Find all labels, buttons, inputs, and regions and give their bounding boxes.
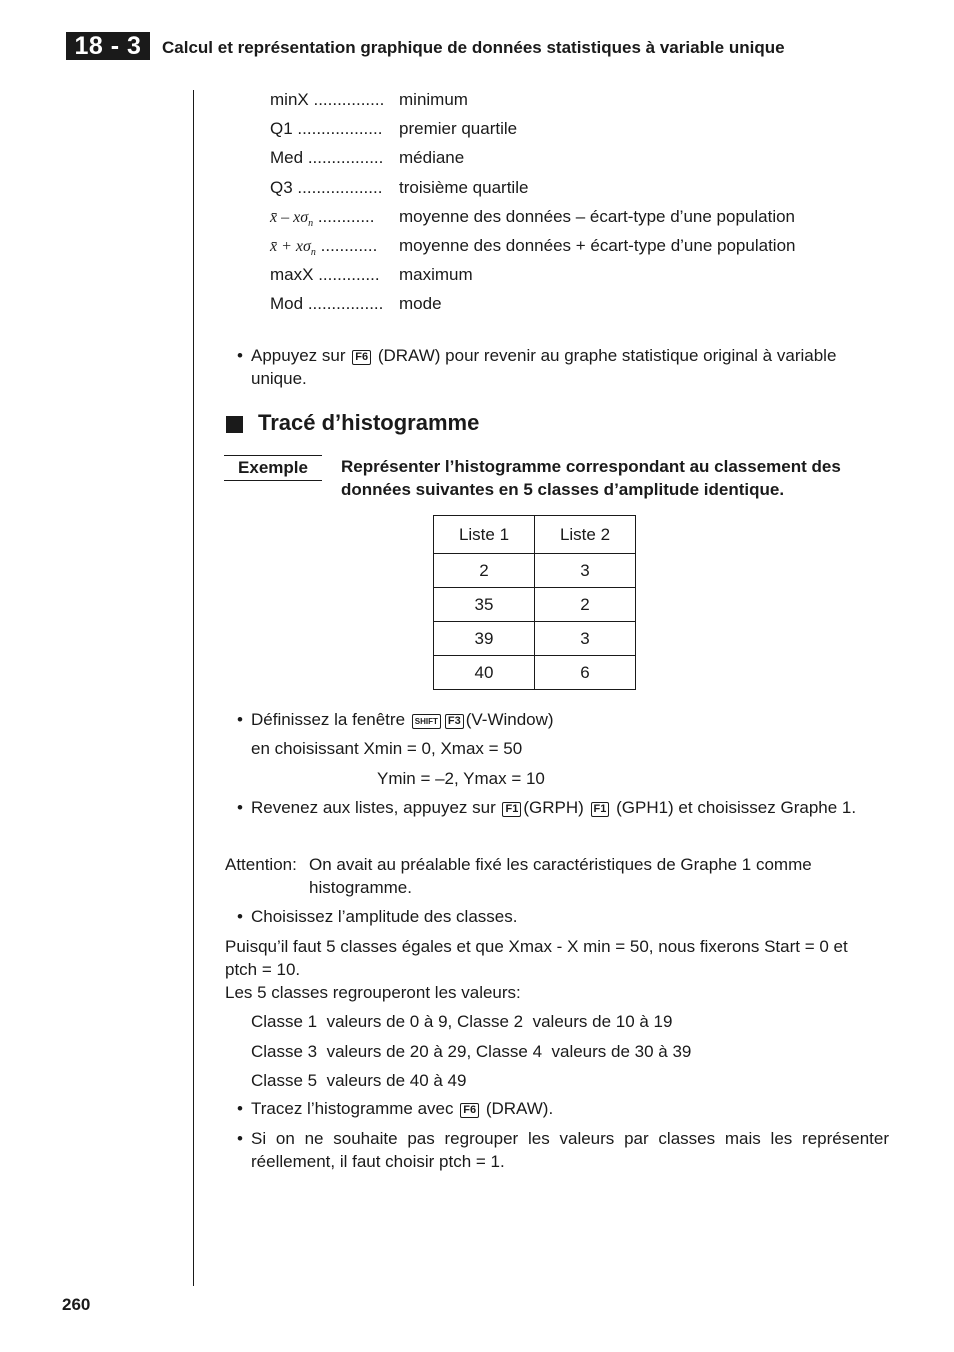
shift-key-icon: SHIFT — [412, 714, 441, 729]
definition-term: Med — [270, 148, 304, 167]
bullet-trace: • Tracez l’histogramme avec F6 (DRAW). — [237, 1099, 554, 1118]
definition-term: x̄ – $x\sigma_n$ — [270, 209, 314, 230]
table-header-row — [434, 516, 636, 554]
f6-key-icon: F6 — [352, 350, 371, 365]
table-cell: 6 — [535, 656, 636, 690]
definition-dots: .................. — [297, 119, 383, 138]
table-row — [434, 656, 636, 690]
definition-term: Q1 — [270, 119, 293, 138]
definition-dots: ............. — [318, 265, 380, 284]
definition-row — [270, 235, 796, 259]
definition-term: Mod — [270, 294, 304, 313]
table-row — [434, 622, 636, 656]
definition-value: maximum — [399, 265, 473, 284]
table-header: Liste 1 — [434, 516, 535, 554]
bullet-marker: • — [237, 1099, 243, 1118]
bullet-ptch: • Si on ne souhaite pas regrouper les valeurs par classes mais les représenter réellement, il faut choisir ptch = 1. — [237, 1129, 889, 1171]
definition-dots: ............... — [313, 90, 385, 109]
margin-rule — [193, 90, 194, 1286]
table-cell: 2 — [434, 554, 535, 588]
definition-row — [270, 264, 473, 286]
f1-key-icon: F1 — [591, 802, 610, 817]
page-number: 260 — [62, 1295, 91, 1314]
definition-term: x̄ + $x\sigma_n$ — [270, 238, 316, 259]
bullet-amplitude: • Choisissez l’amplitude des classes. — [237, 907, 518, 926]
definition-term: maxX — [270, 265, 314, 284]
definition-dots: ................ — [307, 148, 384, 167]
definition-row — [270, 89, 468, 111]
bullet-marker: • — [237, 710, 243, 729]
chapter-title: Calcul et représentation graphique de données statistiques à variable unique — [162, 38, 785, 57]
definition-row — [270, 177, 529, 199]
table-cell: 3 — [535, 554, 636, 588]
attention-text: histogramme. — [309, 878, 412, 897]
f6-key-icon: F6 — [460, 1103, 479, 1118]
bullet-draw: • Appuyez sur F6 (DRAW) pour revenir au graphe statistique original à variable unique. — [237, 346, 837, 388]
table-row — [434, 588, 636, 622]
definition-value: mode — [399, 294, 442, 313]
table-cell: 2 — [535, 588, 636, 622]
attention-text: On avait au préalable fixé les caractéristiques de Graphe 1 comme — [309, 855, 812, 874]
example-text: Représenter l’histogramme correspondant au classement des données suivantes en 5 classes d’amplitude identique. — [341, 457, 841, 499]
definition-dots: ............ — [317, 207, 375, 226]
section-title: Tracé d’histogramme — [258, 410, 480, 435]
class-line: Classe 5 valeurs de 40 à 49 — [251, 1071, 467, 1090]
f3-key-icon: F3 — [445, 714, 464, 729]
vwindow-x-settings: en choisissant Xmin = 0, Xmax = 50 — [251, 739, 523, 758]
bullet-vwindow: • Définissez la fenêtre SHIFT F3 (V-Window) — [237, 710, 554, 729]
table-header: Liste 2 — [535, 516, 636, 554]
table-cell: 35 — [434, 588, 535, 622]
table-cell: 39 — [434, 622, 535, 656]
definition-row — [270, 118, 518, 140]
definition-value: minimum — [399, 90, 468, 109]
definition-term: Q3 — [270, 178, 293, 197]
definition-value: premier quartile — [399, 119, 518, 138]
definition-value: médiane — [399, 148, 465, 167]
class-line: Classe 3 valeurs de 20 à 29, Classe 4 valeurs de 30 à 39 — [251, 1042, 692, 1061]
bullet-marker: • — [237, 1129, 243, 1148]
data-table — [433, 515, 636, 690]
example-label: Exemple — [224, 455, 322, 481]
table-row — [434, 554, 636, 588]
definition-value: troisième quartile — [399, 178, 529, 197]
bullet-lists: • Revenez aux listes, appuyez sur F1 (GRPH) F1 (GPH1) et choisissez Graphe 1. — [237, 798, 857, 817]
definition-row — [270, 147, 465, 169]
definition-term: minX — [270, 90, 309, 109]
table-cell: 40 — [434, 656, 535, 690]
definition-value: moyenne des données – écart-type d’une population — [399, 207, 796, 226]
bullet-marker: • — [237, 907, 243, 926]
table-cell: 3 — [535, 622, 636, 656]
definition-dots: ............ — [320, 236, 378, 255]
f1-key-icon: F1 — [502, 802, 521, 817]
vwindow-y-settings: Ymin = –2, Ymax = 10 — [377, 769, 545, 788]
definition-dots: .................. — [297, 178, 383, 197]
paragraph-line: Puisqu’il faut 5 classes égales et que Xmax - X min = 50, nous fixerons Start = 0 et — [225, 937, 848, 956]
definition-dots: ................ — [307, 294, 384, 313]
paragraph-line: Les 5 classes regrouperont les valeurs: — [225, 983, 521, 1002]
paragraph-line: ptch = 10. — [225, 960, 301, 979]
definition-row — [270, 206, 796, 230]
bullet-marker: • — [237, 346, 243, 365]
bullet-marker: • — [237, 798, 243, 817]
chapter-number: 18 - 3 — [66, 32, 150, 60]
section-square-icon — [226, 416, 243, 433]
definition-value: moyenne des données + écart-type d’une population — [399, 236, 796, 255]
attention-label: Attention: — [225, 855, 297, 874]
class-line: Classe 1 valeurs de 0 à 9, Classe 2 valeurs de 10 à 19 — [251, 1012, 673, 1031]
definition-row — [270, 293, 442, 315]
